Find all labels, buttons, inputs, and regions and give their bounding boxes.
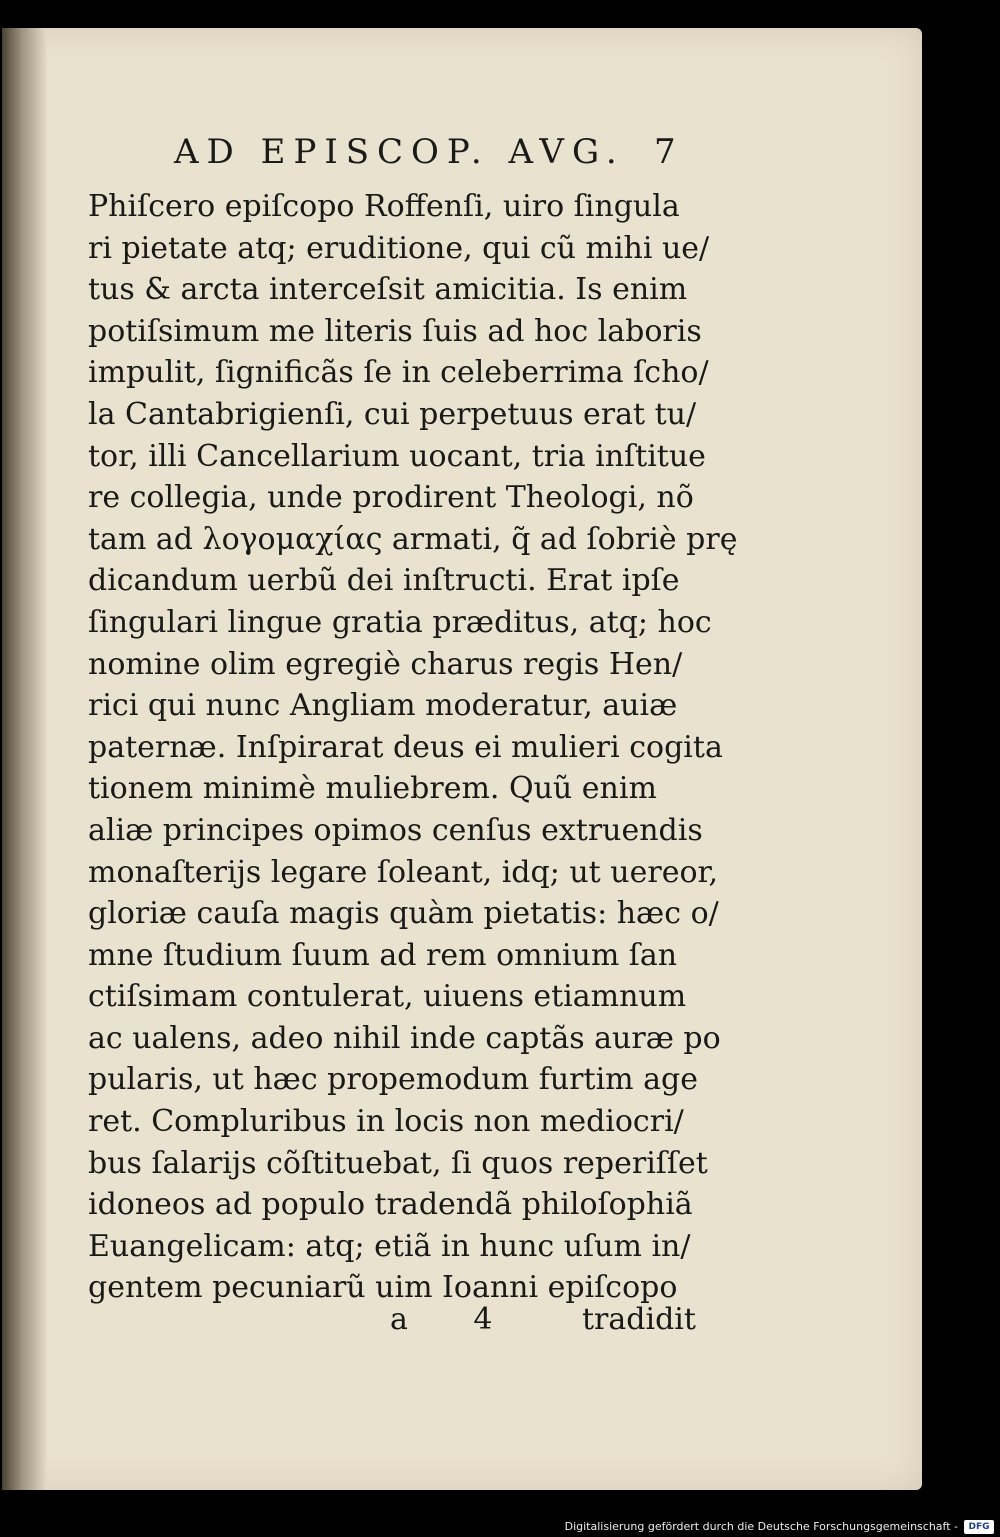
text-line: ret. Compluribus in locis non mediocri/ bbox=[88, 1104, 684, 1140]
text-line: Phiſcero epiſcopo Roffenſi, uiro ſingula bbox=[88, 189, 680, 224]
text-line: ac ualens, adeo nihil inde captãs auræ po bbox=[88, 1020, 721, 1056]
text-line: Euangelicam: atq; etiã in hunc uſum in/ bbox=[88, 1228, 691, 1264]
catchword: tradidit bbox=[582, 1302, 696, 1337]
text-line: ſingulari lingue gratia præditus, atq; hoc bbox=[88, 604, 712, 640]
book-page bbox=[2, 28, 922, 1490]
credit-text: Digitalisierung gefördert durch die Deutsche Forschungsgemeinschaft - bbox=[564, 1520, 958, 1533]
text-line: pularis, ut hæc propemodum furtim age bbox=[88, 1062, 699, 1098]
text-line: nomine olim egregiè charus regis Hen/ bbox=[88, 646, 683, 682]
text-line: gentem pecuniarũ uim Ioanni epiſcopo bbox=[88, 1270, 678, 1306]
text-line: aliæ principes opimos cenſus extruendis bbox=[88, 812, 703, 848]
text-line: idoneos ad populo tradendã philoſophiã bbox=[88, 1187, 693, 1223]
dfg-logo: DFG bbox=[964, 1520, 994, 1534]
running-title: AD EPISCOP. AVG. bbox=[174, 132, 625, 172]
text-line: monaſterijs legare ſoleant, idq; ut uereor, bbox=[88, 854, 719, 890]
text-line: tionem minimè muliebrem. Quũ enim bbox=[88, 771, 657, 807]
page-number: 7 bbox=[654, 132, 684, 172]
text-line: paternæ. Inſpirarat deus ei mulieri cogita bbox=[88, 729, 723, 765]
text-line: potiſsimum me literis ſuis ad hoc laboris bbox=[88, 313, 702, 349]
text-line: impulit, ſignificãs ſe in celeberrima ſcho/ bbox=[88, 355, 709, 391]
text-line: re collegia, unde prodirent Theologi, nõ bbox=[88, 480, 694, 516]
text-line: tor, illi Cancellarium uocant, tria inſtitue bbox=[88, 438, 706, 474]
text-line: rici qui nunc Angliam moderatur, auiæ bbox=[88, 688, 678, 724]
body-text bbox=[88, 186, 738, 1309]
text-line: tam ad λογομαχίας armati, q̃ ad ſobriè prę bbox=[88, 521, 738, 557]
page-gutter bbox=[2, 28, 47, 1490]
text-line: tus & arcta interceſsit amicitia. Is enim bbox=[88, 272, 688, 308]
text-line: ri pietate atq; eruditione, qui cũ mihi ue/ bbox=[88, 230, 710, 266]
signature-mark: a 4 bbox=[390, 1302, 521, 1337]
text-line: gloriæ cauſa magis quàm pietatis: hæc o/ bbox=[88, 896, 719, 932]
text-line: ctiſsimam contulerat, uiuens etiamnum bbox=[88, 979, 687, 1015]
page-header bbox=[2, 124, 922, 194]
text-line: bus ſalarijs cõſtituebat, ſi quos reperiſſet bbox=[88, 1145, 708, 1181]
text-line: mne ſtudium ſuum ad rem omnium ſan bbox=[88, 937, 678, 973]
text-line: dicandum uerbũ dei inſtructi. Erat ipſe bbox=[88, 563, 680, 599]
text-line: la Cantabrigienſi, cui perpetuus erat tu/ bbox=[88, 396, 697, 432]
credit-bar bbox=[0, 1515, 1000, 1537]
page-footer bbox=[2, 1300, 922, 1350]
